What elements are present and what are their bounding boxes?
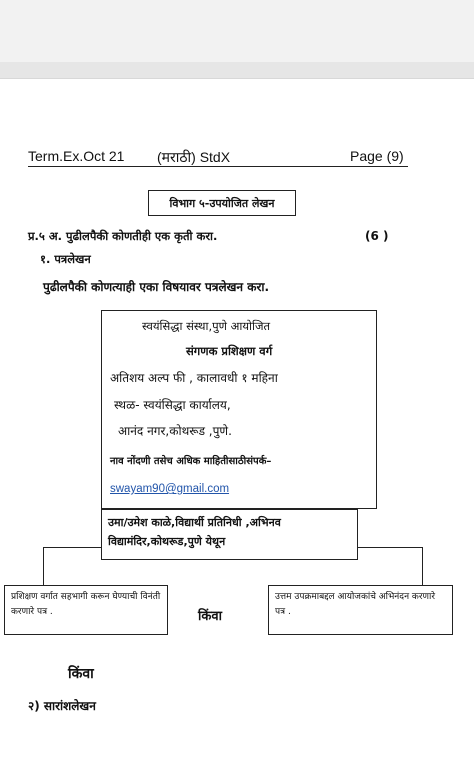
term-label: Term.Ex.Oct 21 — [28, 148, 125, 164]
option-or: किंवा — [198, 609, 222, 624]
ad-place: स्थळ- स्वयंसिद्धा कार्यालय, — [114, 398, 231, 412]
sender-line-2: विद्यामंदिर,कोथरूड,पुणे येथून — [108, 535, 226, 548]
ad-course: संगणक प्रशिक्षण वर्ग — [186, 344, 273, 358]
header-rule — [28, 166, 408, 167]
option-left-box — [4, 585, 168, 635]
sender-line-1: उमा/उमेश काळे,विद्यार्थी प्रतिनिधी ,अभिनव — [108, 516, 281, 529]
connector-left — [43, 547, 101, 548]
ad-organizer: स्वयंसिद्धा संस्था,पुणे आयोजित — [142, 319, 271, 333]
part1-instruction: पुढीलपैकी कोणत्याही एका विषयावर पत्रलेखन करा. — [43, 280, 270, 294]
section-title-box — [148, 190, 296, 216]
advertisement-box — [101, 310, 377, 509]
subject-label: (मराठी) StdX — [157, 149, 231, 165]
option-left-text: प्रशिक्षण वर्गात सहभागी करून घेण्याची विनंती करणारे पत्र . — [11, 592, 161, 617]
part2-title: २) सारांशलेखन — [28, 699, 96, 713]
page-label: Page (9) — [350, 148, 404, 164]
ad-contact: नाव नोंदणी तसेच अधिक माहितीसाठीसंपर्क– — [110, 456, 272, 467]
question-marks: (6 ) — [365, 229, 389, 243]
top-margin — [0, 0, 474, 62]
connector-right-drop — [422, 547, 423, 585]
page-edge — [0, 62, 474, 79]
question-text: प्र.५ अ. पुढीलपैकी कोणतीही एक कृती करा. — [28, 229, 218, 243]
option-right-box — [268, 585, 453, 635]
part1-title: १. पत्रलेखन — [40, 252, 91, 266]
ad-email-link[interactable]: swayam90@gmail.com — [110, 483, 230, 495]
sender-box — [101, 509, 358, 560]
option-right-text: उत्तम उपक्रमाबद्दल आयोजकांचे अभिनंदन करणारे पत्र . — [275, 592, 436, 617]
section-title: विभाग ५-उपयोजित लेखन — [169, 196, 275, 210]
or-separator: किंवा — [68, 666, 94, 682]
connector-right — [358, 547, 423, 548]
ad-address: आनंद नगर,कोथरूड ,पुणे. — [118, 424, 232, 438]
connector-left-drop — [43, 547, 44, 585]
ad-fee: अतिशय अल्प फी , कालावधी १ महिना — [110, 371, 278, 385]
